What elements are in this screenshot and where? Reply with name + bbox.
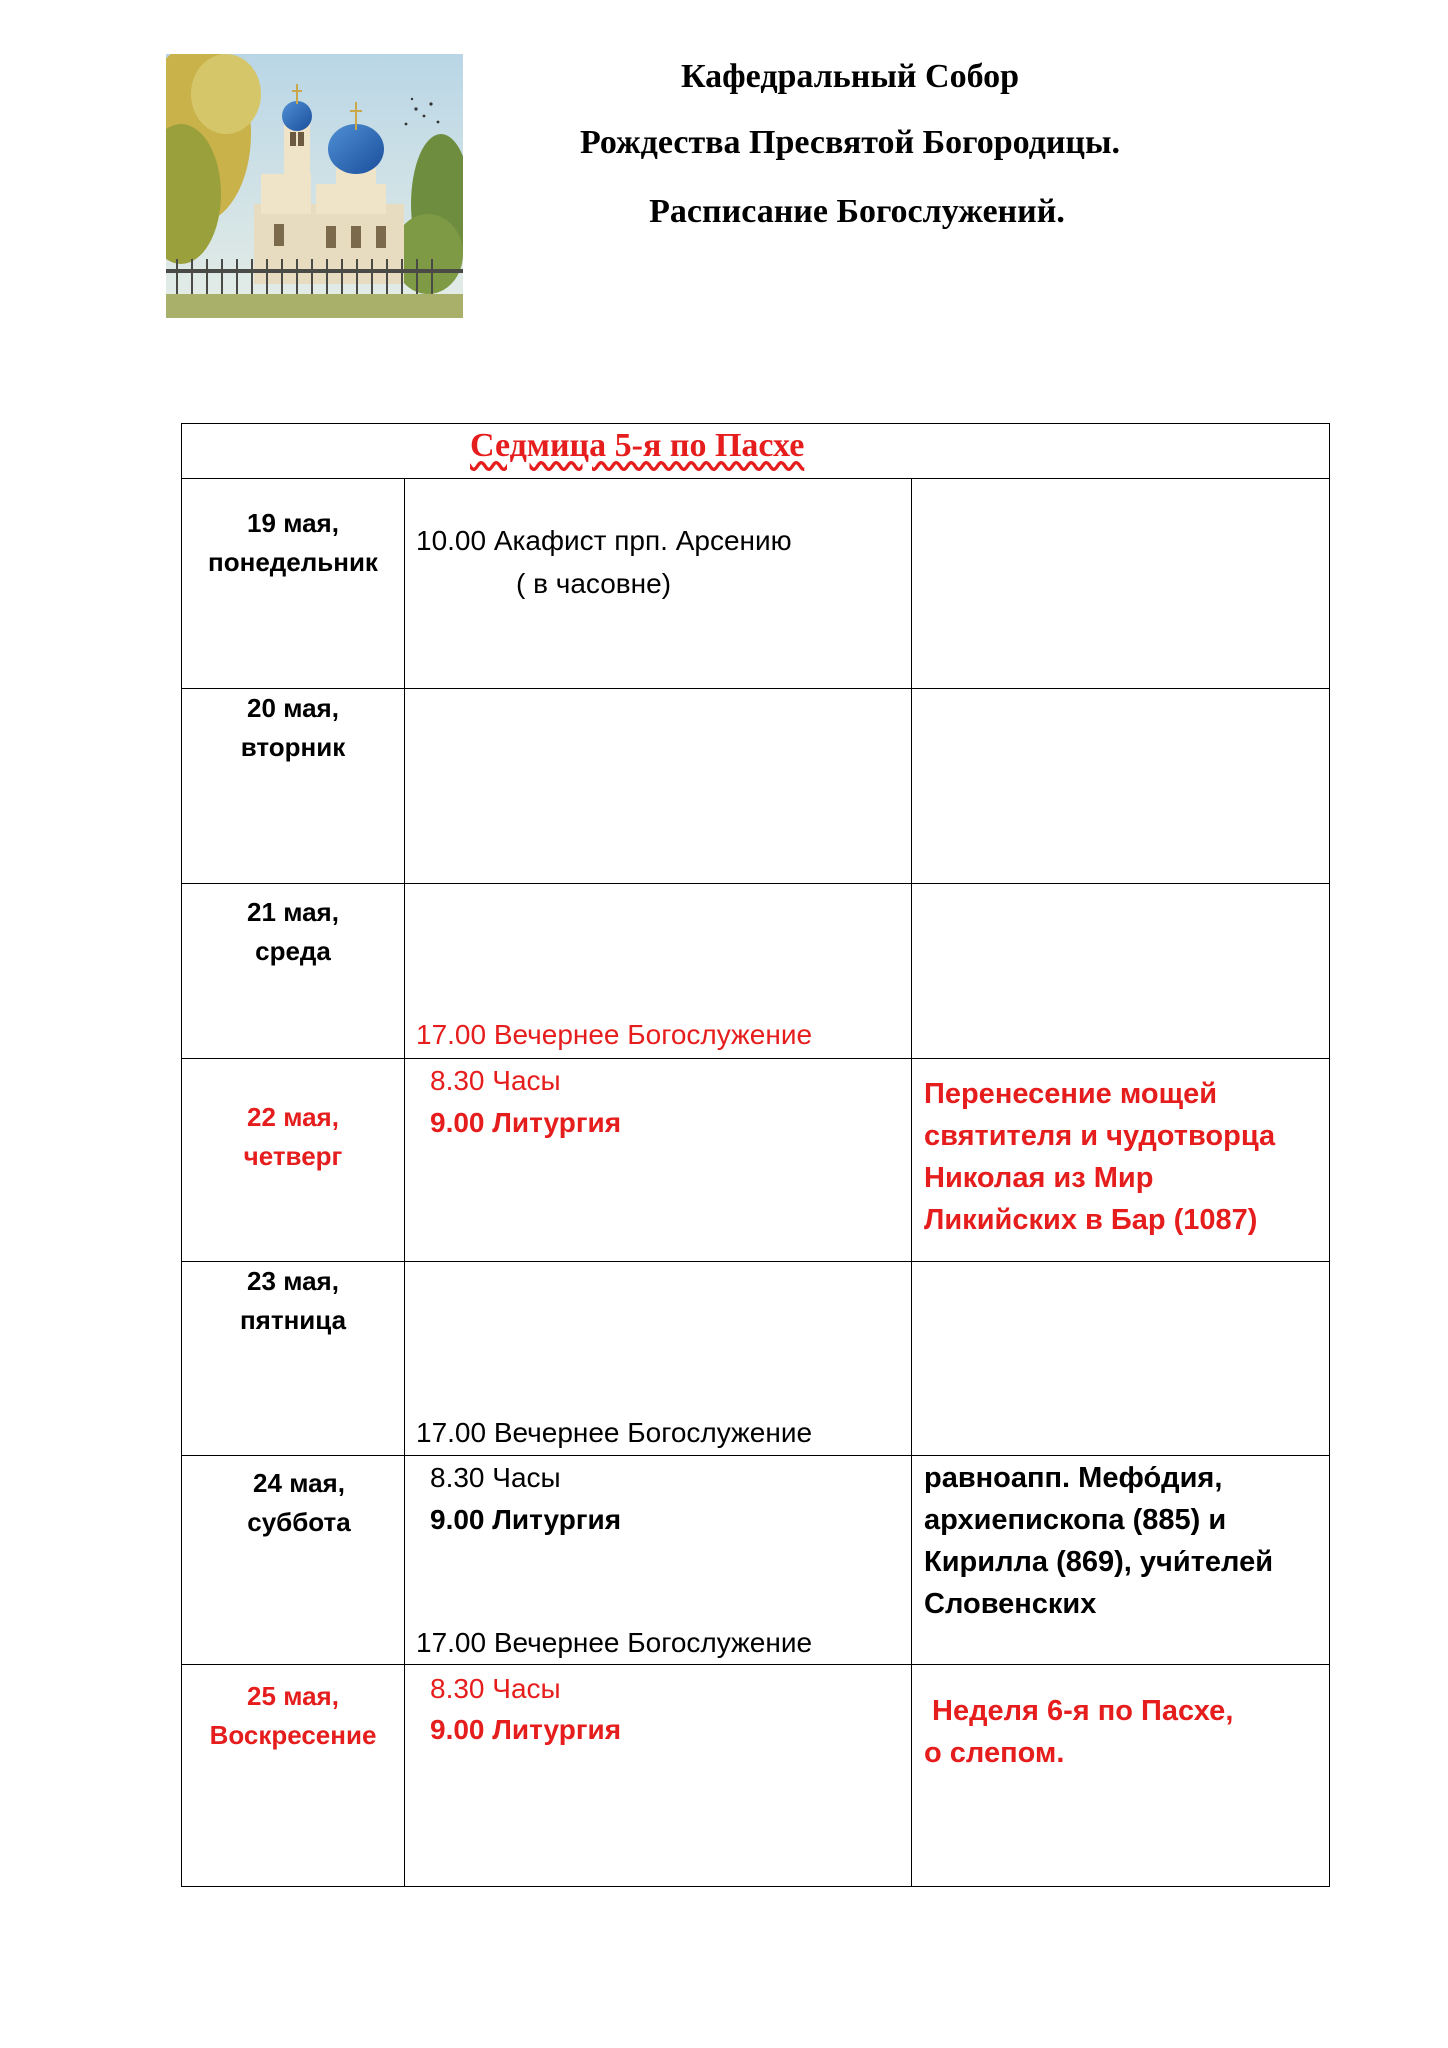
day-weekday: среда: [255, 936, 331, 966]
document-title: Расписание Богослужений.: [649, 193, 1065, 230]
cathedral-name: Кафедральный Собор: [680, 58, 1020, 95]
cathedral-photo: [166, 54, 463, 318]
day-weekday: пятница: [239, 1305, 347, 1335]
feast-note: Неделя 6-я по Пасхе, о слепом.: [924, 1695, 1234, 1769]
day-date: 24 мая,: [253, 1468, 345, 1498]
service-entry: 10.00 Акафист прп. Арсению: [416, 525, 792, 556]
schedule-table: [181, 423, 1330, 1887]
cathedral-dedication: Рождества Пресвятой Богородицы.: [579, 124, 1121, 161]
day-cell: [182, 689, 404, 767]
row-divider: [182, 1058, 1329, 1059]
day-cell: [182, 893, 404, 971]
day-date: 25 мая,: [247, 1681, 339, 1711]
row-divider: [182, 883, 1329, 884]
service-entry: 17.00 Вечернее Богослужение: [416, 1417, 813, 1448]
day-weekday: понедельник: [208, 547, 378, 577]
row-divider: [182, 1664, 1329, 1665]
day-date: 20 мая,: [247, 693, 339, 723]
day-weekday: вторник: [240, 732, 346, 762]
service-entry: 8.30 Часы: [430, 1462, 561, 1493]
day-weekday: суббота: [247, 1507, 351, 1537]
service-entry: 8.30 Часы: [430, 1065, 561, 1096]
service-entry: 9.00 Литургия: [430, 1714, 622, 1745]
feast-note: равноапп. Мефо́дия, архиепископа (885) и Кирилла (869), учи́телей Словенских: [924, 1462, 1274, 1620]
day-weekday: четверг: [243, 1141, 343, 1171]
service-entry: 9.00 Литургия: [430, 1504, 622, 1535]
day-cell: [182, 1677, 404, 1755]
week-title: Седмица 5-я по Пасхе: [470, 427, 805, 464]
column-divider: [404, 478, 405, 1886]
feast-note: Перенесение мощей святителя и чудотворца Николая из Мир Ликийских в Бар (1087): [924, 1078, 1276, 1236]
day-date: 23 мая,: [247, 1266, 339, 1296]
day-date: 21 мая,: [247, 897, 339, 927]
day-weekday: Воскресение: [209, 1720, 377, 1750]
service-entry: ( в часовне): [516, 568, 672, 599]
week-header-row: [182, 424, 1329, 479]
day-cell: [182, 1262, 404, 1340]
service-entry: 17.00 Вечернее Богослужение: [416, 1627, 813, 1658]
row-divider: [182, 1455, 1329, 1456]
service-entry: 17.00 Вечернее Богослужение: [416, 1019, 813, 1050]
service-entry: 8.30 Часы: [430, 1673, 561, 1704]
day-date: 19 мая,: [247, 508, 339, 538]
service-entry: 9.00 Литургия: [430, 1107, 622, 1138]
column-divider: [911, 478, 912, 1886]
day-cell: [188, 1464, 410, 1542]
day-date: 22 мая,: [247, 1102, 339, 1132]
day-cell: [182, 504, 404, 582]
day-cell: [182, 1098, 404, 1176]
